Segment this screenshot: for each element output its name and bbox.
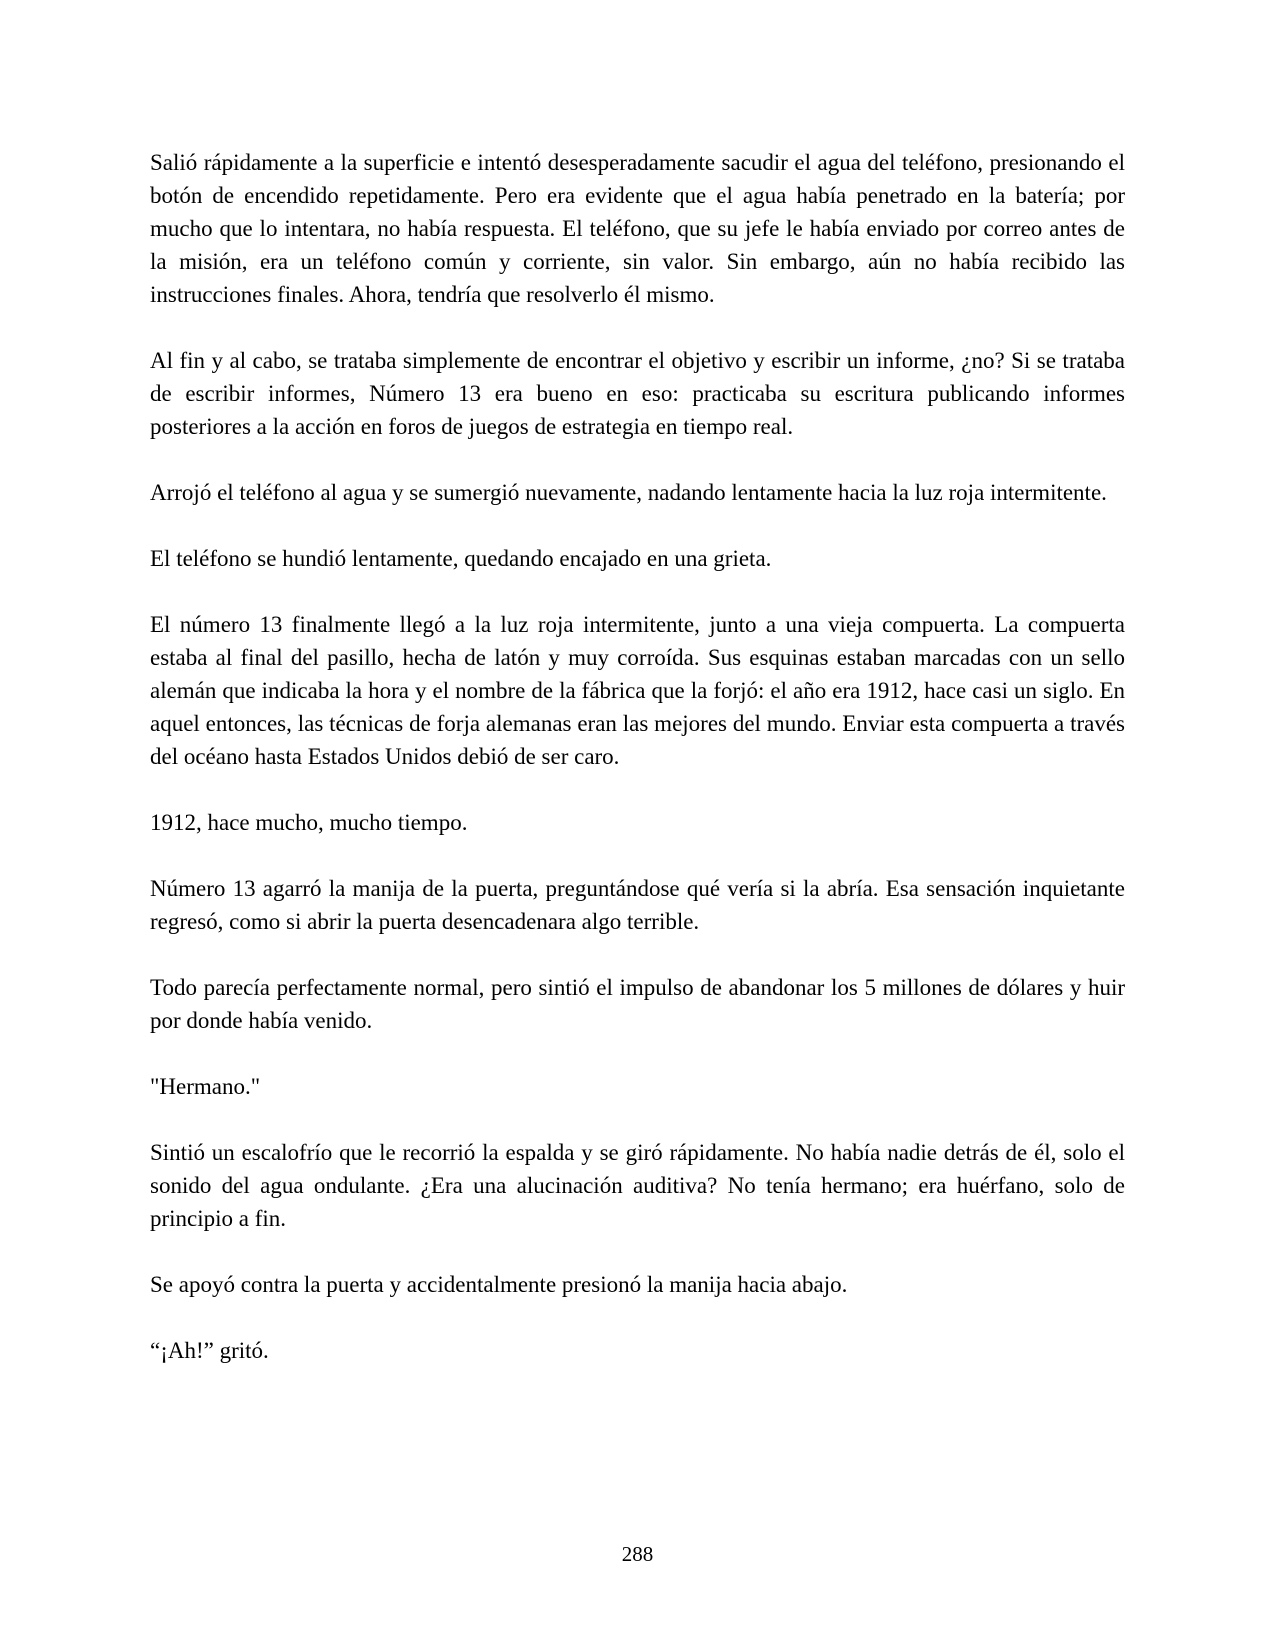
- paragraph: El teléfono se hundió lentamente, quedando encajado en una grieta.: [150, 546, 772, 571]
- paragraph: Se apoyó contra la puerta y accidentalmente presionó la manija hacia abajo.: [150, 1272, 848, 1297]
- paragraph: El número 13 finalmente llegó a la luz roja intermitente, junto a una vieja compuerta. La compuerta estaba al final del pasillo, hecha de latón y muy corroída. Sus esquinas estaban marcadas con un sello alemán que indicaba la hora y el nombre de la fábrica que la forjó: el año era 1912, hace casi un siglo. En aquel entonces, las técnicas de forja alemanas eran las mejores del mundo. Enviar esta compuerta a través del océano hasta Estados Unidos debió de ser caro.: [150, 612, 1125, 769]
- paragraph: Arrojó el teléfono al agua y se sumergió nuevamente, nadando lentamente hacia la luz roja intermitente.: [150, 480, 1107, 505]
- paragraph: 1912, hace mucho, mucho tiempo.: [150, 810, 468, 835]
- page-number: 288: [621, 1542, 654, 1566]
- paragraph: Salió rápidamente a la superficie e intentó desesperadamente sacudir el agua del teléfono, presionando el botón de encendido repetidamente. Pero era evidente que el agua había penetrado en la batería; por mucho que lo intentara, no había respuesta. El teléfono, que su jefe le había enviado por correo antes de la misión, era un teléfono común y corriente, sin valor. Sin embargo, aún no había recibido las instrucciones finales. Ahora, tendría que resolverlo él mismo.: [150, 150, 1125, 307]
- paragraph: Al fin y al cabo, se trataba simplemente de encontrar el objetivo y escribir un informe, ¿no? Si se trataba de escribir informes, Número 13 era bueno en eso: practicaba su escritura publicando informes posteriores a la acción en foros de juegos de estrategia en tiempo real.: [150, 348, 1125, 439]
- paragraph: “¡Ah!” gritó.: [150, 1338, 269, 1363]
- paragraph: "Hermano.": [150, 1074, 261, 1099]
- page-body: [150, 146, 1125, 1400]
- paragraph: Sintió un escalofrío que le recorrió la espalda y se giró rápidamente. No había nadie detrás de él, solo el sonido del agua ondulante. ¿Era una alucinación auditiva? No tenía hermano; era huérfano, solo de principio a fin.: [150, 1140, 1125, 1231]
- paragraph: Todo parecía perfectamente normal, pero sintió el impulso de abandonar los 5 millones de dólares y huir por donde había venido.: [150, 975, 1125, 1033]
- paragraph: Número 13 agarró la manija de la puerta, preguntándose qué vería si la abría. Esa sensación inquietante regresó, como si abrir la puerta desencadenara algo terrible.: [150, 876, 1125, 934]
